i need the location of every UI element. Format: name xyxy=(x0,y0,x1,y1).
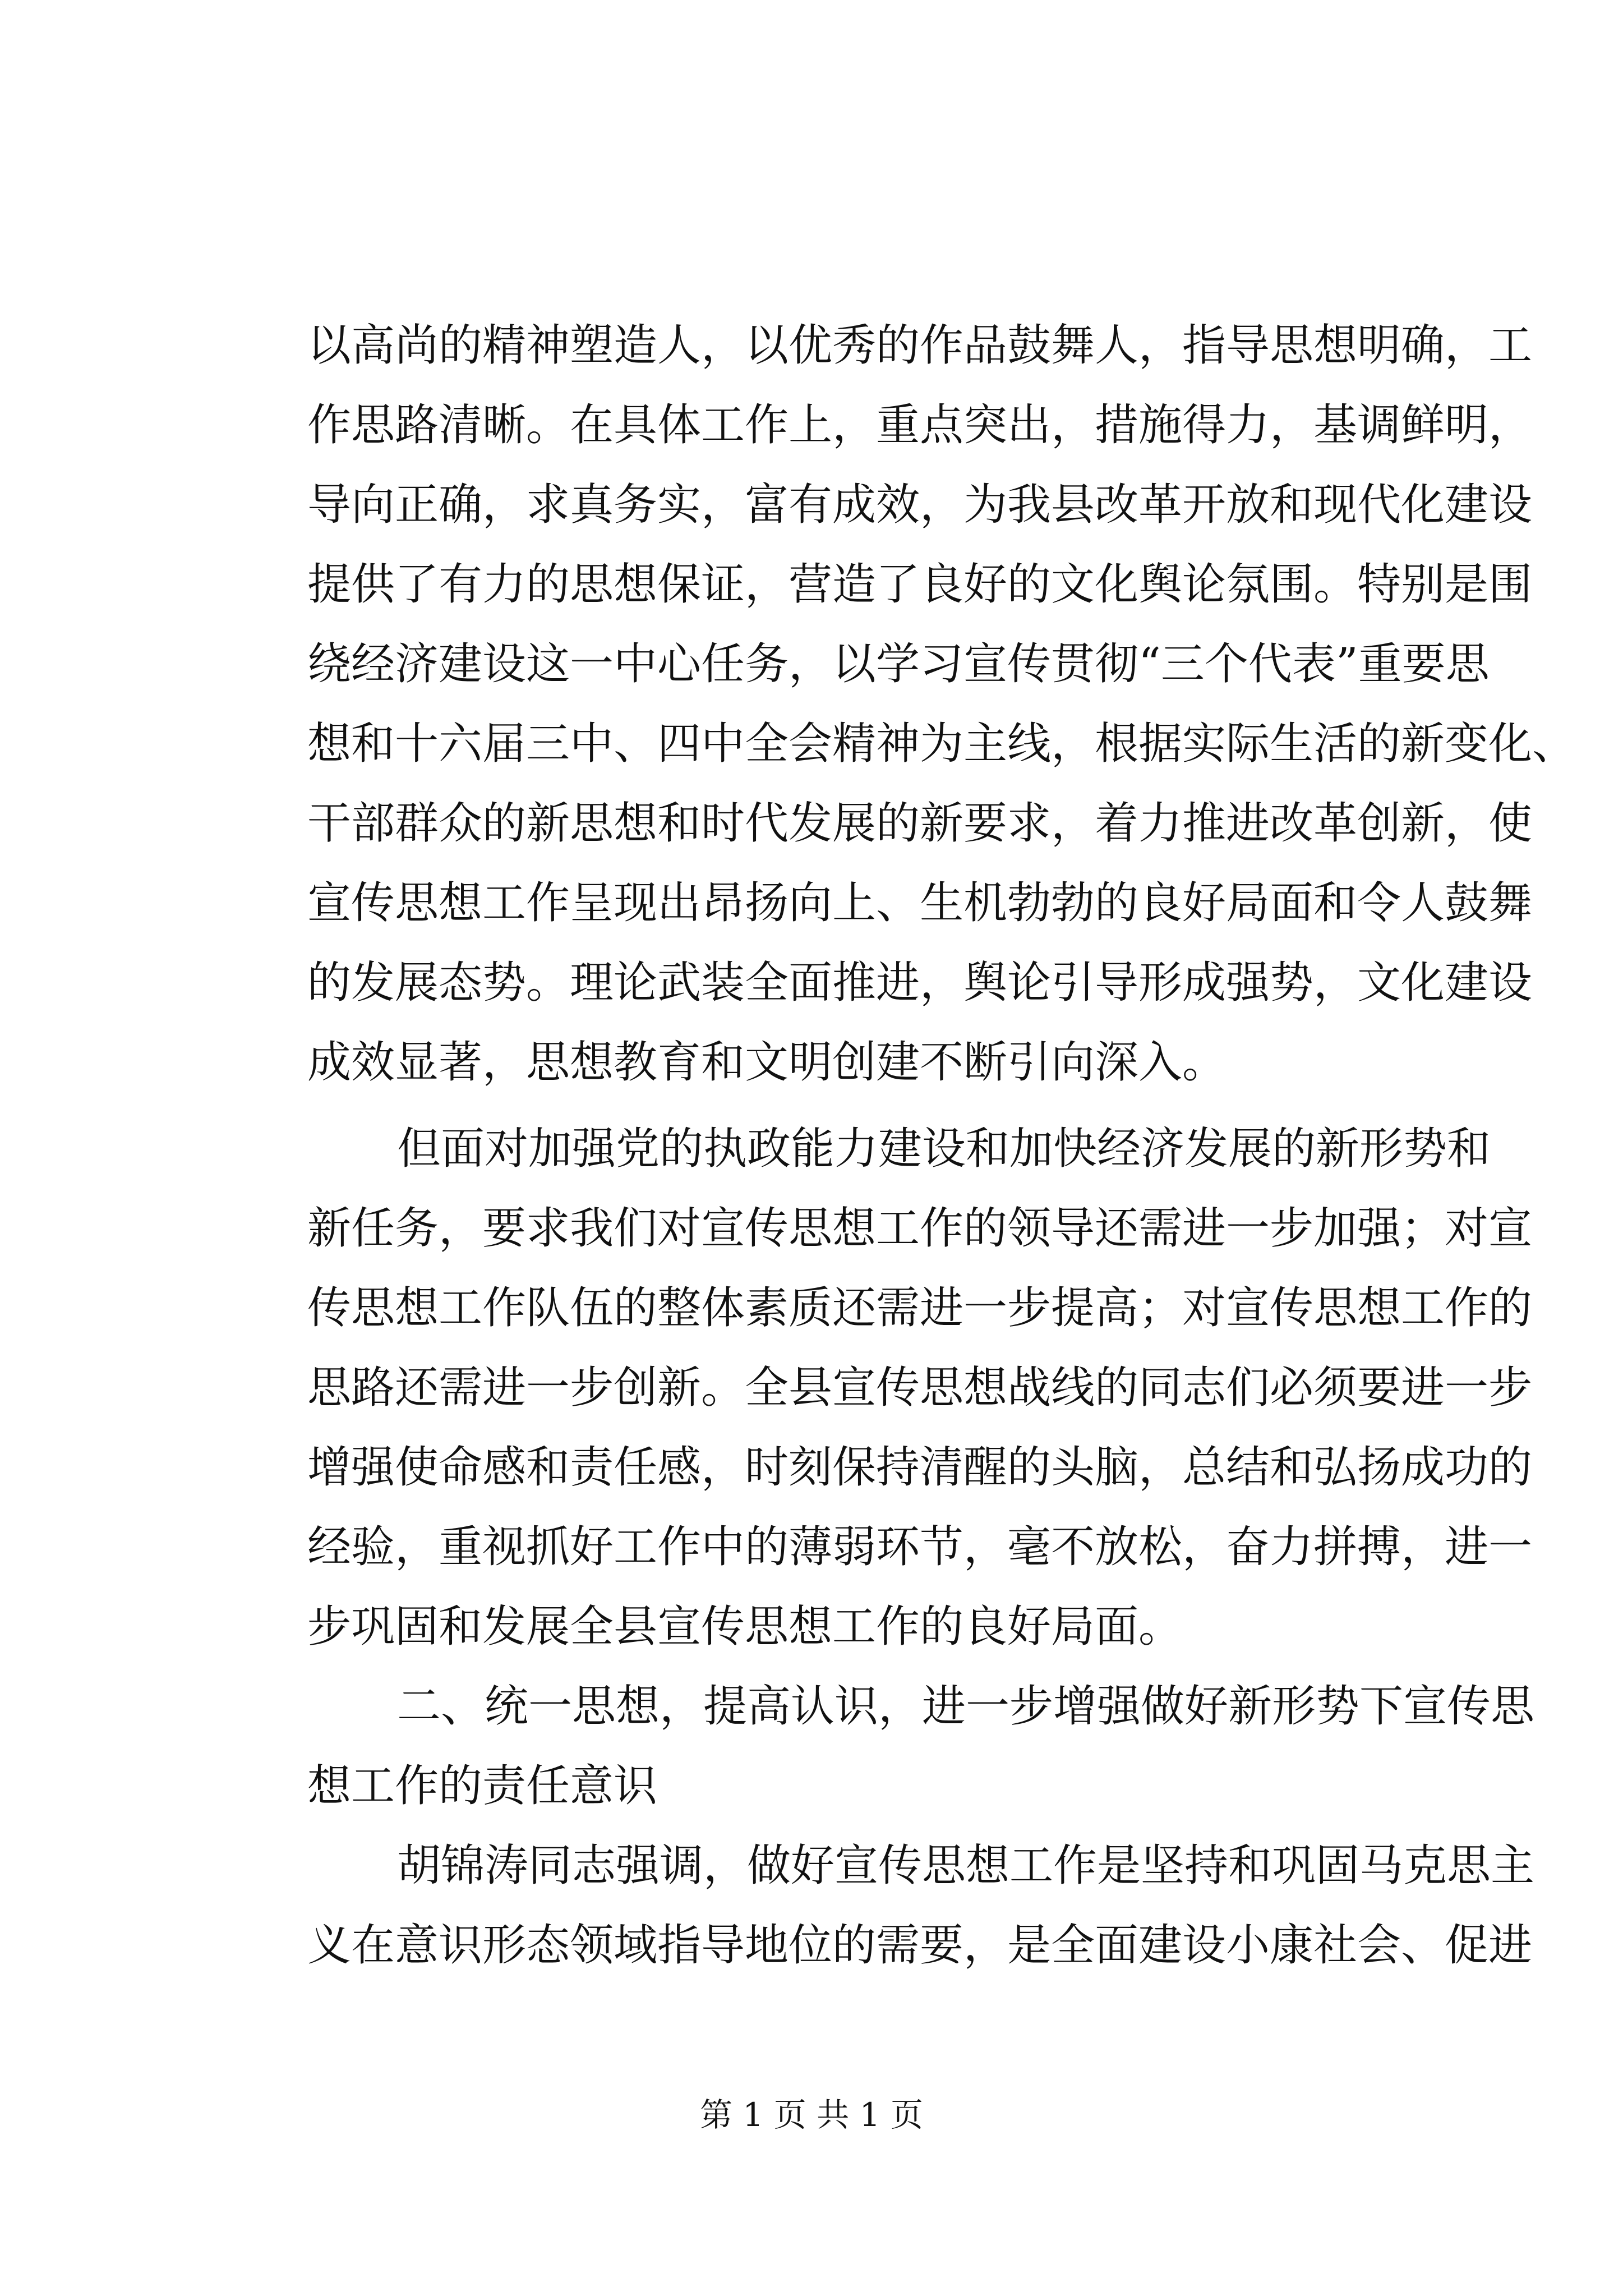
text-line: 宣传思想工作呈现出昂扬向上、生机勃勃的良好局面和令人鼓舞 xyxy=(307,878,1533,928)
text-line: 经验，重视抓好工作中的薄弱环节，毫不放松，奋力拼搏，进一 xyxy=(307,1522,1533,1572)
text-line: 想工作的责任意识 xyxy=(307,1761,658,1811)
paragraph-2 xyxy=(307,1109,1533,1667)
text-line: 导向正确，求真务实，富有成效，为我县改革开放和现代化建设 xyxy=(307,480,1533,530)
document-body xyxy=(307,306,1576,1985)
text-line: 义在意识形态领域指导地位的需要，是全面建设小康社会、促进 xyxy=(307,1920,1533,1971)
section-heading xyxy=(307,1667,1535,1826)
text-line: 增强使命感和责任感，时刻保持清醒的头脑，总结和弘扬成功的 xyxy=(307,1442,1533,1493)
text-line: 胡锦涛同志强调，做好宣传思想工作是坚持和巩固马克思主 xyxy=(397,1841,1535,1891)
text-line: 思路还需进一步创新。全县宣传思想战线的同志们必须要进一步 xyxy=(307,1363,1533,1413)
paragraph-spacing xyxy=(307,1102,1435,1109)
page-footer: 第 1 页 共 1 页 xyxy=(700,2096,923,2134)
text-line: 的发展态势。理论武装全面推进，舆论引导形成强势，文化建设 xyxy=(307,958,1533,1008)
text-line: 以高尚的精神塑造人，以优秀的作品鼓舞人，指导思想明确，工 xyxy=(307,320,1533,371)
text-line: 绕经济建设这一中心任务，以学习宣传贯彻“三个代表”重要思 xyxy=(307,639,1490,689)
text-line: 干部群众的新思想和时代发展的新要求，着力推进改革创新，使 xyxy=(307,798,1533,849)
text-line: 提供了有力的思想保证，营造了良好的文化舆论氛围。特别是围 xyxy=(307,559,1533,610)
paragraph-1 xyxy=(307,306,1576,1102)
text-line: 作思路清晰。在具体工作上，重点突出，措施得力，基调鲜明， xyxy=(307,400,1533,450)
text-line: 传思想工作队伍的整体素质还需进一步提高；对宣传思想工作的 xyxy=(307,1283,1533,1333)
text-line: 步巩固和发展全县宣传思想工作的良好局面。 xyxy=(307,1602,1183,1652)
text-line: 新任务，要求我们对宣传思想工作的领导还需进一步加强；对宣 xyxy=(307,1203,1533,1254)
text-line: 二、统一思想，提高认识，进一步增强做好新形势下宣传思 xyxy=(397,1681,1535,1732)
paragraph-3 xyxy=(307,1826,1535,1985)
text-line: 成效显著，思想教育和文明创建不断引向深入。 xyxy=(307,1037,1227,1088)
text-line: 但面对加强党的执政能力建设和加快经济发展的新形势和 xyxy=(397,1124,1491,1174)
text-line: 想和十六届三中、四中全会精神为主线，根据实际生活的新变化、 xyxy=(307,719,1576,769)
